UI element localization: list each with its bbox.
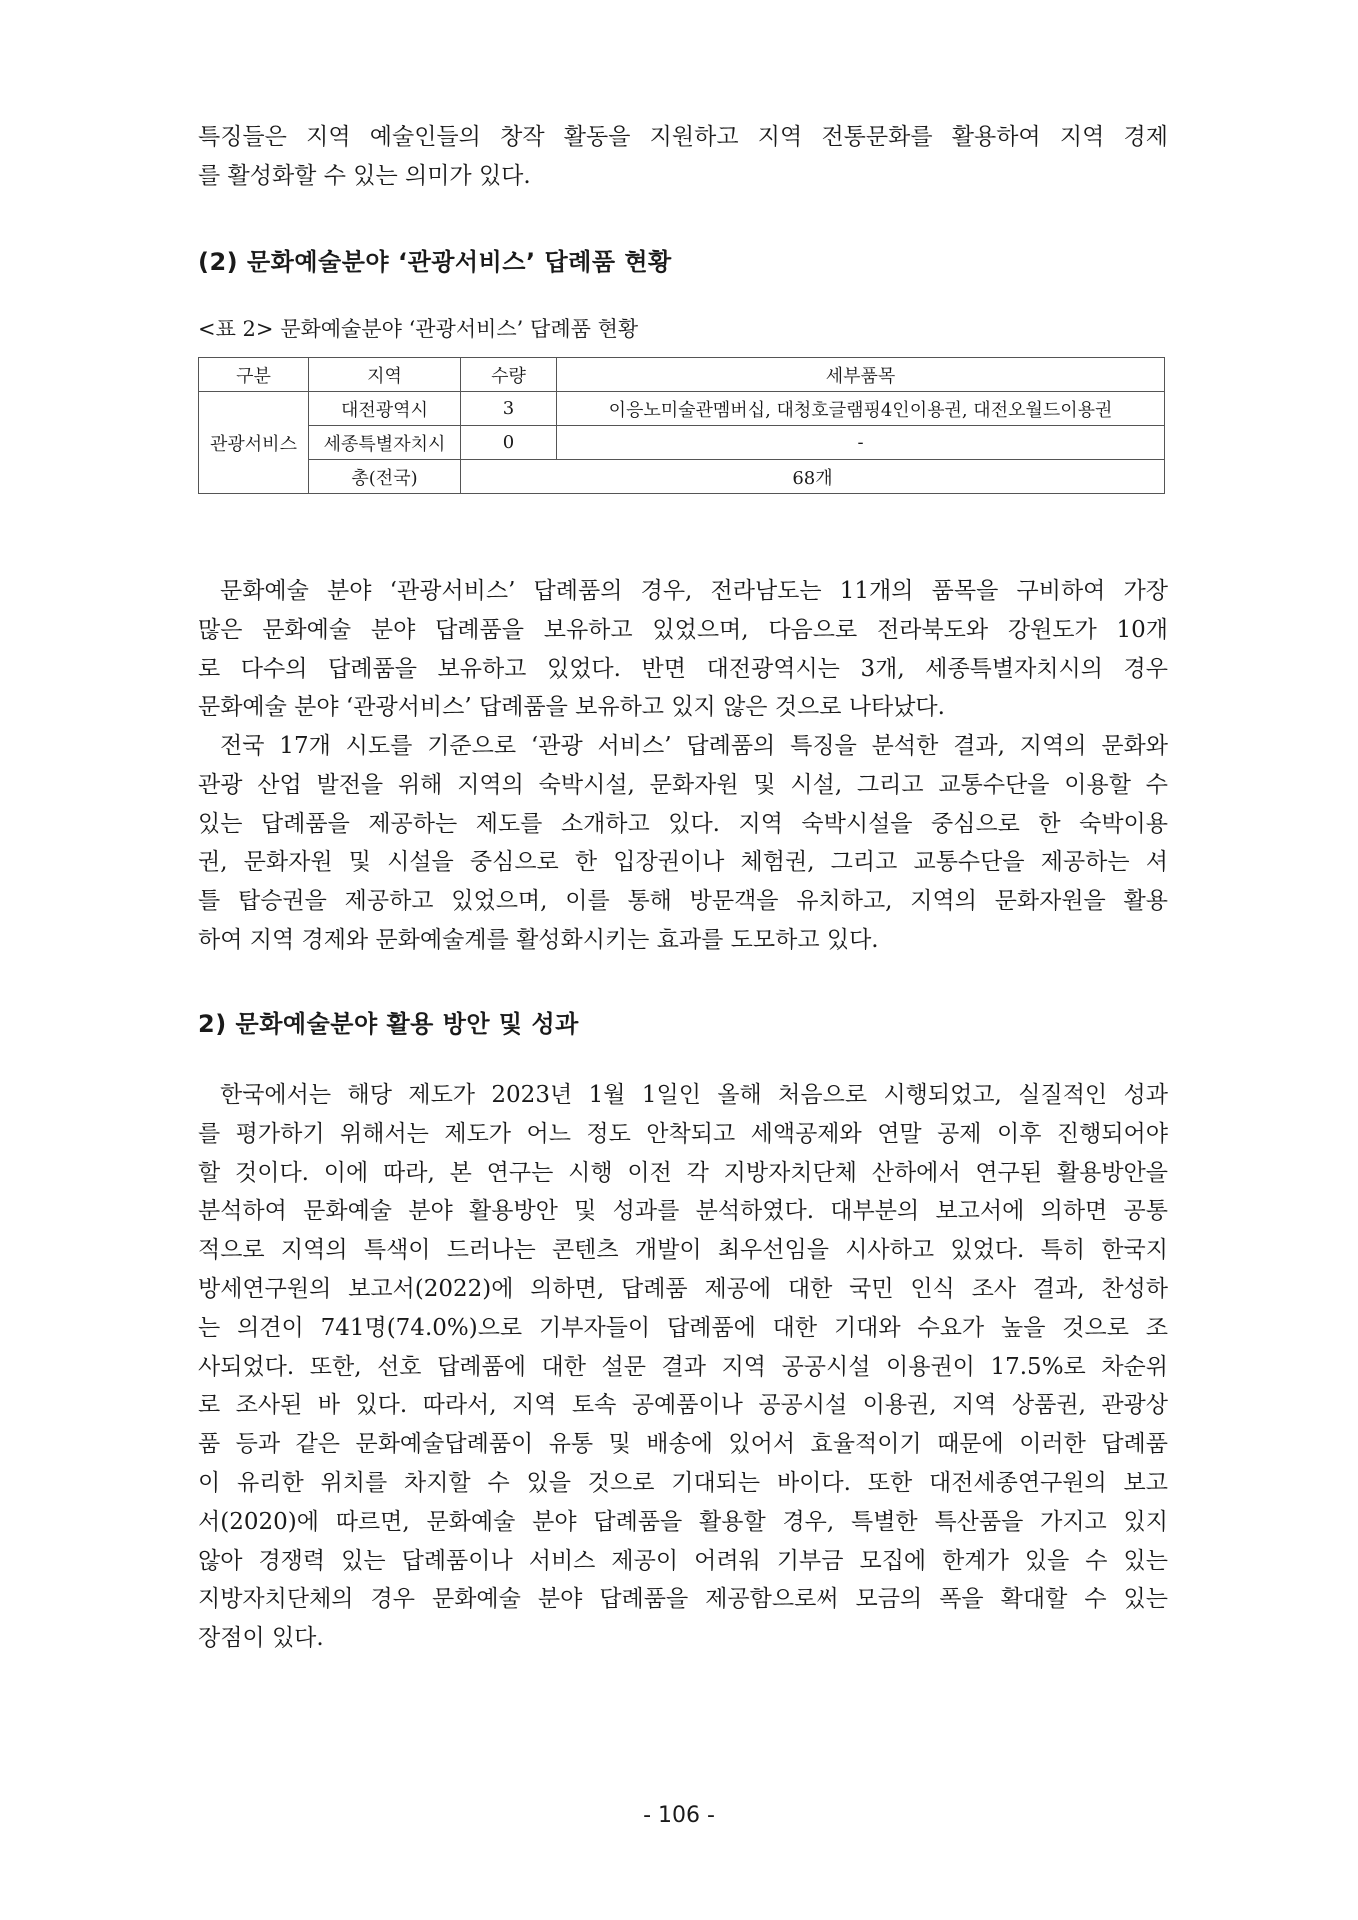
text-line: 이 유리한 위치를 차지할 수 있을 것으로 기대되는 바이다. 또한 대전세종연구원의 보고 <box>198 1469 1168 1496</box>
column-header: 구분 <box>199 358 309 392</box>
text-line: 적으로 지역의 특색이 드러나는 콘텐츠 개발이 최우선임을 시사하고 있었다. 특히 한국지 <box>198 1237 1168 1264</box>
section-heading: (2) 문화예술분야 ‘관광서비스’ 답례품 현황 <box>198 248 672 276</box>
text-line: 많은 문화예술 분야 답례품을 보유하고 있었으며, 다음으로 전라북도와 강원도가 10개 <box>198 616 1168 643</box>
text-line: 사되었다. 또한, 선호 답례품에 대한 설문 결과 지역 공공시설 이용권이 17.5%로 차순위 <box>198 1353 1168 1380</box>
table-row <box>199 392 1165 426</box>
qty-cell: 0 <box>461 426 557 460</box>
text-line: 특징들은 지역 예술인들의 창작 활동을 지원하고 지역 전통문화를 활용하여 지역 경제 <box>198 124 1168 150</box>
text-line: 전국 17개 시도를 기준으로 ‘관광 서비스’ 답례품의 특징을 분석한 결과, 지역의 문화와 <box>220 733 1168 759</box>
region-cell: 세종특별자치시 <box>309 426 461 460</box>
text-line: 장점이 있다. <box>198 1625 324 1652</box>
text-line: 관광 산업 발전을 위해 지역의 숙박시설, 문화자원 및 시설, 그리고 교통수단을 이용할 수 <box>198 771 1168 798</box>
region-cell: 대전광역시 <box>309 392 461 426</box>
text-line: 문화예술 분야 ‘관광서비스’ 답례품을 보유하고 있지 않은 것으로 나타났다. <box>198 694 945 721</box>
text-line: 않아 경쟁력 있는 답례품이나 서비스 제공이 어려워 기부금 모집에 한계가 있을 수 있는 <box>198 1547 1168 1574</box>
text-line: 문화예술 분야 ‘관광서비스’ 답례품의 경우, 전라남도는 11개의 품목을 구비하여 가장 <box>220 578 1168 604</box>
total-label-cell: 총(전국) <box>309 460 461 494</box>
text-line: 로 다수의 답례품을 보유하고 있었다. 반면 대전광역시는 3개, 세종특별자치시의 경우 <box>198 655 1168 682</box>
intro-paragraph <box>198 118 1168 196</box>
category-cell: 관광서비스 <box>199 392 309 494</box>
data-table <box>198 357 1165 494</box>
text-line: 권, 문화자원 및 시설을 중심으로 한 입장권이나 체험권, 그리고 교통수단을 제공하는 셔 <box>198 849 1168 876</box>
text-line: 하여 지역 경제와 문화예술계를 활성화시키는 효과를 도모하고 있다. <box>198 926 879 953</box>
text-line: 로 조사된 바 있다. 따라서, 지역 토속 공예품이나 공공시설 이용권, 지역 상품권, 관광상 <box>198 1392 1168 1419</box>
column-header: 지역 <box>309 358 461 392</box>
body-paragraph <box>198 727 1168 960</box>
text-line: 한국에서는 해당 제도가 2023년 1월 1일인 올해 처음으로 시행되었고, 실질적인 성과 <box>220 1082 1168 1108</box>
text-line: 방세연구원의 보고서(2022)에 의하면, 답례품 제공에 대한 국민 인식 조사 결과, 찬성하 <box>198 1275 1168 1302</box>
total-value-cell: 68개 <box>461 460 1165 494</box>
table-header-row <box>199 358 1165 392</box>
table-caption: <표 2> 문화예술분야 ‘관광서비스’ 답례품 현황 <box>198 317 639 341</box>
table-total-row <box>199 460 1165 494</box>
text-line: 는 의견이 741명(74.0%)으로 기부자들이 답례품에 대한 기대와 수요가 높을 것으로 조 <box>198 1314 1168 1341</box>
column-header: 세부품목 <box>557 358 1165 392</box>
text-line: 있는 답례품을 제공하는 제도를 소개하고 있다. 지역 숙박시설을 중심으로 한 숙박이용 <box>198 810 1168 837</box>
body-paragraph <box>198 1076 1168 1658</box>
text-line: 품 등과 같은 문화예술답례품이 유통 및 배송에 있어서 효율적이기 때문에 이러한 답례품 <box>198 1431 1168 1458</box>
text-line: 지방자치단체의 경우 문화예술 분야 답례품을 제공함으로써 모금의 폭을 확대할 수 있는 <box>198 1586 1168 1613</box>
text-line: 틀 탑승권을 제공하고 있었으며, 이를 통해 방문객을 유치하고, 지역의 문화자원을 활용 <box>198 888 1168 915</box>
text-line: 서(2020)에 따르면, 문화예술 분야 답례품을 활용할 경우, 특별한 특산품을 가지고 있지 <box>198 1508 1168 1535</box>
page-number: - 106 - <box>643 1803 715 1828</box>
items-cell: - <box>557 426 1165 460</box>
qty-cell: 3 <box>461 392 557 426</box>
section-heading: 2) 문화예술분야 활용 방안 및 성과 <box>198 1010 579 1038</box>
table-row <box>199 426 1165 460</box>
items-cell: 이응노미술관멤버십, 대청호글램핑4인이용권, 대전오월드이용권 <box>557 392 1165 426</box>
text-line: 를 활성화할 수 있는 의미가 있다. <box>198 162 531 189</box>
body-paragraph <box>198 572 1168 727</box>
text-line: 를 평가하기 위해서는 제도가 어느 정도 안착되고 세액공제와 연말 공제 이후 진행되어야 <box>198 1120 1168 1147</box>
text-line: 분석하여 문화예술 분야 활용방안 및 성과를 분석하였다. 대부분의 보고서에 의하면 공통 <box>198 1198 1168 1225</box>
column-header: 수량 <box>461 358 557 392</box>
text-line: 할 것이다. 이에 따라, 본 연구는 시행 이전 각 지방자치단체 산하에서 연구된 활용방안을 <box>198 1159 1168 1186</box>
